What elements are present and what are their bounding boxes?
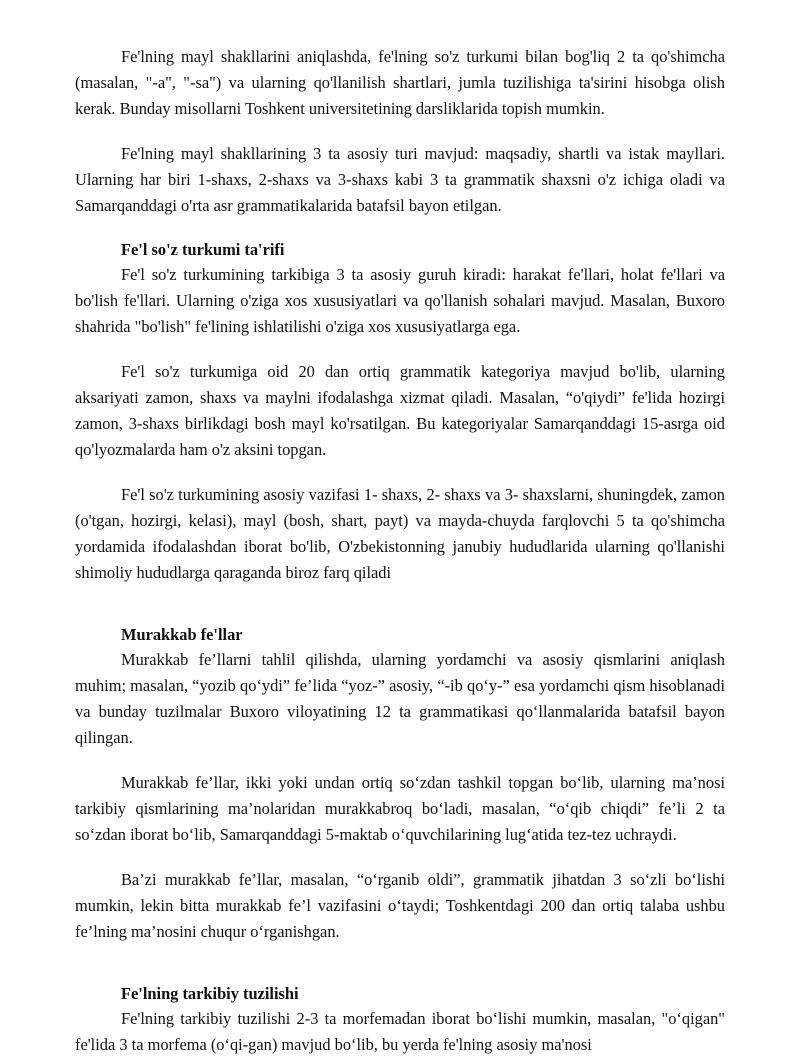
document-page	[75, 44, 725, 1058]
section3-paragraph-1: Fe'lning tarkibiy tuzilishi 2-3 ta morfemadan iborat bo‘lishi mumkin, masalan, "o‘qigan" fe'lida 3 ta morfema (o‘qi-gan) mavjud bo‘lib, bu yerda fe'lning asosiy ma'nosi	[75, 1009, 725, 1054]
section2-paragraph-2: Murakkab fe’llar, ikki yoki undan ortiq so‘zdan tashkil topgan bo‘lib, ularning ma’nosi tarkibiy qismlarining ma’nolaridan murakkabroq bo‘ladi, masalan, “o‘qib chiqdi” fe’li 2 ta so‘zdan iborat bo‘lib, Samarqanddagi 5-maktab o‘quvchilarining lug‘atida tez-tez uchraydi.	[75, 773, 725, 844]
section2-paragraph-1: Murakkab fe’llarni tahlil qilishda, ularning yordamchi va asosiy qismlarini aniqlash muhim; masalan, “yozib qo‘ydi” fe’lida “yoz-” asosiy, “-ib qo‘y-” esa yordamchi qism hisoblanadi va bunday tuzilmalar Buxoro viloyatining 12 ta grammatikasi qo‘llanmalarida batafsil bayon qilingan.	[75, 650, 725, 747]
section1-paragraph-2: Fe'l so'z turkumiga oid 20 dan ortiq grammatik kategoriya mavjud bo'lib, ularning aksariyati zamon, shaxs va maylni ifodalashga xizmat qiladi. Masalan, “o'qiydi” fe'lida hozirgi zamon, 3-shaxs birlikdagi bosh mayl ko'rsatilgan. Bu kategoriyalar Samarqanddagi 15-asrga oid qo'lyozmalarda ham o'z aksini topgan.	[75, 362, 725, 459]
intro-paragraph-1: Fe'lning mayl shakllarini aniqlashda, fe'lning so'z turkumi bilan bog'liq 2 ta qo'shimcha (masalan, "-a", "-sa") va ularning qo'llanilish shartlari, jumla tuzilishiga ta'sirini hisobga olish kerak. Bunday misollarni Toshkent universitetining darsliklarida topish mumkin.	[75, 47, 725, 118]
section1-paragraph-3: Fe'l so'z turkumining asosiy vazifasi 1- shaxs, 2- shaxs va 3- shaxslarni, shuningdek, zamon (o'tgan, hozirgi, kelasi), mayl (bosh, shart, payt) va mayda-chuyda farqlovchi 5 ta qo'shimcha yordamida ifodalashdan iborat bo'lib, O'zbekistonning janubiy hududlarida ularning qo'llanishi shimoliy hududlarga qaraganda biroz farq qiladi	[75, 485, 725, 582]
intro-paragraph-2: Fe'lning mayl shakllarining 3 ta asosiy turi mavjud: maqsadiy, shartli va istak mayllari. Ularning har biri 1-shaxs, 2-shaxs va 3-shaxs kabi 3 ta grammatik shaxsni o'z ichiga oladi va Samarqanddagi o'rta asr grammatikalarida batafsil bayon etilgan.	[75, 144, 725, 215]
section2-paragraph-3: Ba’zi murakkab fe’llar, masalan, “o‘rganib oldi”, grammatik jihatdan 3 so‘zli bo‘lishi mumkin, lekin bitta murakkab fe’l vazifasini o‘taydi; Toshkentdagi 200 dan ortiq talaba ushbu fe’lning ma’nosini chuqur o‘rganishgan.	[75, 870, 725, 941]
section1-paragraph-1: Fe'l so'z turkumining tarkibiga 3 ta asosiy guruh kiradi: harakat fe'llari, holat fe'llari va bo'lish fe'llari. Ularning o'ziga xos xususiyatlari va qo'llanish sohalari mavjud. Masalan, Buxoro shahrida "bo'lish" fe'lining ishlatilishi o'ziga xos xususiyatlarga ega.	[75, 265, 725, 336]
section-heading-verb-definition: Fe'l so'z turkumi ta'rifi	[121, 240, 285, 259]
section-heading-verb-structure: Fe'lning tarkibiy tuzilishi	[121, 984, 299, 1003]
section-heading-compound-verbs: Murakkab fe'llar	[121, 625, 243, 644]
